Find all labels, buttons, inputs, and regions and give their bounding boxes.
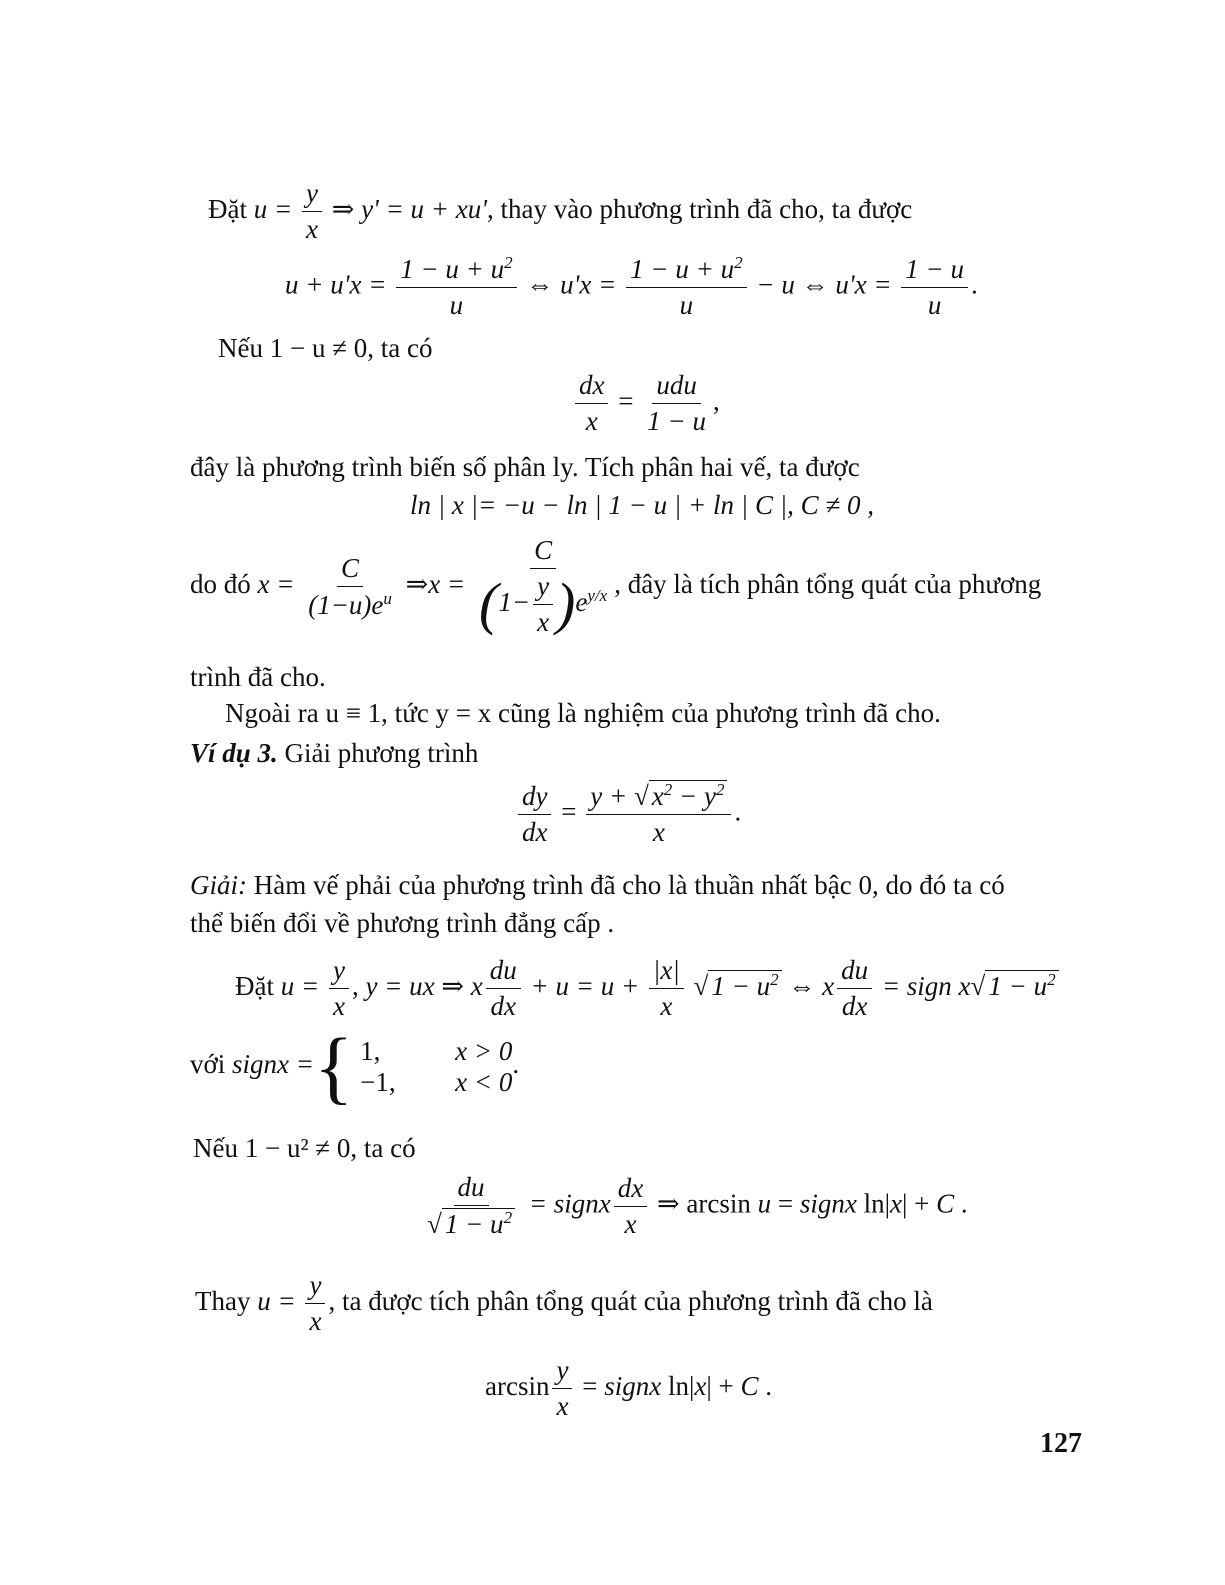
example-3-text: Giải phương trình (284, 738, 479, 768)
equation-5: $\frac{dy}{dx}$ = $\frac{y + √ x^2 - y^2}{x}$ . (515, 780, 741, 848)
equation-1: u + u'x = $\frac{1 - u + u^2}{u}$ ⇔ u'x = $\frac{1 - u + u^2}{u}$ − u ⇔ u'x = $\frac{1 - u}{u}$ . (285, 253, 978, 321)
subst-label: Đặt (208, 193, 247, 224)
solution-text: Hàm vế phải của phương trình đã cho là thuần nhất bậc 0, do đó ta có (253, 870, 1005, 900)
equation-2: $\frac{dx}{x}$ = $\frac{\text{udu}}{1 - u}$ , (572, 370, 720, 437)
subst-text: , thay vào phương trình đã cho, ta được (487, 193, 913, 224)
line-sign: với signx ={ 1, x > 0 −1, x < 0 . (190, 1021, 520, 1112)
set-u-label: Đặt (235, 970, 274, 1001)
line-substitution: Đặt u = $\frac{y}{x}$ ⇒ y' = u + xu', thay vào phương trình đã cho, ta được (208, 178, 913, 245)
equation-7: arcsin $\frac{y}{x}$ = signx ln|x| + C . (485, 1355, 772, 1422)
line-replace: Thay u = $\frac{y}{x}$ , ta được tích phân tổng quát của phương trình đã cho là (195, 1270, 933, 1337)
line-therefore: do đó x = $\frac{C}{(1-u)e^u}$ ⇒x = C (1− $\frac{y}{x}$ )$e^{y/x}$ , đây là tích phân tổng quát của phương (190, 535, 1042, 638)
replace-prefix: Thay (195, 1285, 251, 1316)
line-given: trình đã cho. (190, 662, 326, 692)
replace-text: , ta được tích phân tổng quát của phương trình đã cho là (328, 1285, 933, 1316)
equation-6: $\frac{du}{√ 1 - u^2}$ = signx $\frac{dx}{x}$ ⇒ arcsin u = signx ln|x| + C . (427, 1172, 968, 1240)
line-if-1: Nếu 1 − u ≠ 0, ta có (218, 333, 433, 363)
therefore-text: , đây là tích phân tổng quát của phương (614, 568, 1042, 599)
equation-3: ln | x |= −u − ln | 1 − u | + ln | C |, C ≠ 0 , (410, 490, 874, 520)
line-separable: đây là phương trình biến số phân ly. Tích phân hai vế, ta được (190, 452, 860, 482)
example-3-label: Ví dụ 3. (190, 738, 278, 768)
sign-prefix: với (190, 1049, 226, 1080)
example-3-heading (190, 738, 478, 769)
solution-line-2: thể biến đổi về phương trình đẳng cấp . (190, 908, 615, 938)
solution-line-1 (190, 870, 1005, 901)
solution-label: Giải: (190, 870, 247, 900)
page-number: 127 (1040, 1428, 1082, 1459)
line-set-u: Đặt u = $\frac{y}{x}$ , y = ux ⇒ x $\frac{du}{dx}$ + u = u + $\frac{|x|}{x}$ √ $1 - u^2$ ⇔ x $\frac{du}{dx}$ = sign x√ $1 - u^2$ (235, 955, 1059, 1022)
line-besides: Ngoài ra u ≡ 1, tức y = x cũng là nghiệm của phương trình đã cho. (225, 698, 941, 728)
line-if-2: Nếu 1 − u² ≠ 0, ta có (193, 1133, 416, 1163)
